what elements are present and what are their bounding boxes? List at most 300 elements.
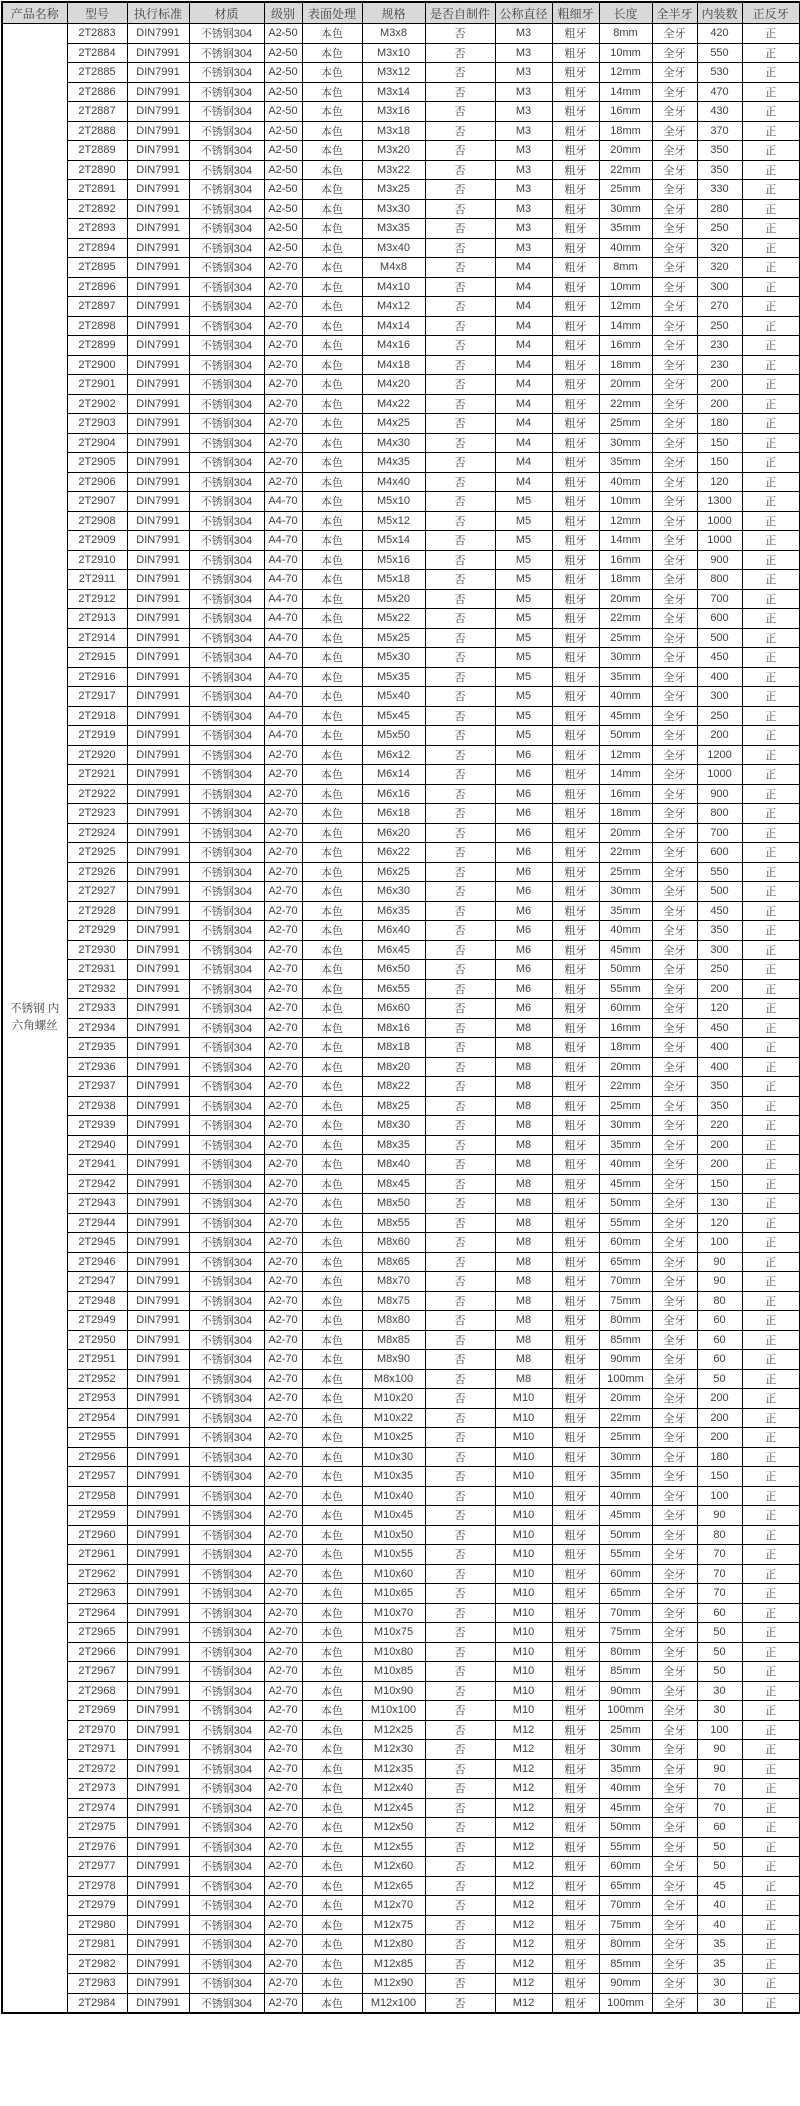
surface-finish-cell: 本色 — [302, 1447, 362, 1467]
thread-pitch-cell: 粗牙 — [552, 472, 599, 492]
grade-cell: A2-70 — [264, 1369, 302, 1389]
grade-cell: A2-70 — [264, 1077, 302, 1097]
length-cell: 30mm — [599, 433, 652, 453]
table-row — [2, 1662, 800, 1682]
table-row — [2, 43, 800, 63]
thread-coverage-cell: 全牙 — [652, 1486, 697, 1506]
surface-finish-cell: 本色 — [302, 960, 362, 980]
surface-finish-cell: 本色 — [302, 511, 362, 531]
header-thread-coverage: 全半牙 — [652, 2, 697, 24]
table-row — [2, 823, 800, 843]
self-made-cell: 否 — [425, 492, 495, 512]
thread-coverage-cell: 全牙 — [652, 1701, 697, 1721]
self-made-cell: 否 — [425, 1623, 495, 1643]
model-cell: 2T2937 — [67, 1077, 127, 1097]
thread-direction-cell: 正 — [742, 433, 800, 453]
nominal-diameter-cell: M3 — [495, 121, 552, 141]
thread-pitch-cell: 粗牙 — [552, 823, 599, 843]
thread-pitch-cell: 粗牙 — [552, 1974, 599, 1994]
grade-cell: A4-70 — [264, 589, 302, 609]
model-cell: 2T2890 — [67, 160, 127, 180]
thread-pitch-cell: 粗牙 — [552, 862, 599, 882]
self-made-cell: 否 — [425, 1584, 495, 1604]
table-row — [2, 1252, 800, 1272]
thread-direction-cell: 正 — [742, 1759, 800, 1779]
standard-cell: DIN7991 — [127, 1993, 189, 2013]
length-cell: 18mm — [599, 804, 652, 824]
standard-cell: DIN7991 — [127, 765, 189, 785]
material-cell: 不锈钢304 — [189, 492, 264, 512]
thread-coverage-cell: 全牙 — [652, 1311, 697, 1331]
thread-pitch-cell: 粗牙 — [552, 784, 599, 804]
thread-direction-cell: 正 — [742, 1525, 800, 1545]
surface-finish-cell: 本色 — [302, 1155, 362, 1175]
thread-direction-cell: 正 — [742, 1291, 800, 1311]
thread-coverage-cell: 全牙 — [652, 921, 697, 941]
thread-pitch-cell: 粗牙 — [552, 1252, 599, 1272]
thread-direction-cell: 正 — [742, 550, 800, 570]
pack-qty-cell: 50 — [697, 1642, 742, 1662]
length-cell: 30mm — [599, 1740, 652, 1760]
model-cell: 2T2947 — [67, 1272, 127, 1292]
thread-coverage-cell: 全牙 — [652, 414, 697, 434]
material-cell: 不锈钢304 — [189, 258, 264, 278]
table-row — [2, 531, 800, 551]
standard-cell: DIN7991 — [127, 1584, 189, 1604]
length-cell: 30mm — [599, 199, 652, 219]
spec-cell: M4x16 — [362, 336, 425, 356]
self-made-cell: 否 — [425, 1564, 495, 1584]
self-made-cell: 否 — [425, 1213, 495, 1233]
material-cell: 不锈钢304 — [189, 102, 264, 122]
standard-cell: DIN7991 — [127, 921, 189, 941]
standard-cell: DIN7991 — [127, 823, 189, 843]
model-cell: 2T2946 — [67, 1252, 127, 1272]
surface-finish-cell: 本色 — [302, 843, 362, 863]
nominal-diameter-cell: M6 — [495, 960, 552, 980]
grade-cell: A4-70 — [264, 609, 302, 629]
standard-cell: DIN7991 — [127, 862, 189, 882]
grade-cell: A4-70 — [264, 648, 302, 668]
thread-coverage-cell: 全牙 — [652, 1116, 697, 1136]
material-cell: 不锈钢304 — [189, 1350, 264, 1370]
pack-qty-cell: 370 — [697, 121, 742, 141]
material-cell: 不锈钢304 — [189, 1837, 264, 1857]
pack-qty-cell: 400 — [697, 1038, 742, 1058]
material-cell: 不锈钢304 — [189, 1233, 264, 1253]
surface-finish-cell: 本色 — [302, 628, 362, 648]
thread-coverage-cell: 全牙 — [652, 1974, 697, 1994]
material-cell: 不锈钢304 — [189, 336, 264, 356]
material-cell: 不锈钢304 — [189, 121, 264, 141]
self-made-cell: 否 — [425, 141, 495, 161]
table-row — [2, 472, 800, 492]
grade-cell: A2-70 — [264, 1623, 302, 1643]
material-cell: 不锈钢304 — [189, 687, 264, 707]
thread-pitch-cell: 粗牙 — [552, 1506, 599, 1526]
pack-qty-cell: 35 — [697, 1935, 742, 1955]
model-cell: 2T2948 — [67, 1291, 127, 1311]
grade-cell: A2-50 — [264, 199, 302, 219]
nominal-diameter-cell: M5 — [495, 648, 552, 668]
thread-pitch-cell: 粗牙 — [552, 1018, 599, 1038]
surface-finish-cell: 本色 — [302, 1720, 362, 1740]
thread-direction-cell: 正 — [742, 375, 800, 395]
self-made-cell: 否 — [425, 726, 495, 746]
length-cell: 90mm — [599, 1681, 652, 1701]
length-cell: 22mm — [599, 609, 652, 629]
nominal-diameter-cell: M12 — [495, 1896, 552, 1916]
model-cell: 2T2945 — [67, 1233, 127, 1253]
length-cell: 20mm — [599, 1389, 652, 1409]
pack-qty-cell: 100 — [697, 1486, 742, 1506]
material-cell: 不锈钢304 — [189, 316, 264, 336]
thread-direction-cell: 正 — [742, 1935, 800, 1955]
thread-pitch-cell: 粗牙 — [552, 1077, 599, 1097]
model-cell: 2T2949 — [67, 1311, 127, 1331]
length-cell: 25mm — [599, 1720, 652, 1740]
pack-qty-cell: 40 — [697, 1915, 742, 1935]
table-row — [2, 1467, 800, 1487]
length-cell: 10mm — [599, 43, 652, 63]
length-cell: 18mm — [599, 570, 652, 590]
self-made-cell: 否 — [425, 862, 495, 882]
pack-qty-cell: 60 — [697, 1350, 742, 1370]
thread-coverage-cell: 全牙 — [652, 882, 697, 902]
spec-cell: M6x12 — [362, 745, 425, 765]
thread-coverage-cell: 全牙 — [652, 609, 697, 629]
nominal-diameter-cell: M5 — [495, 628, 552, 648]
pack-qty-cell: 45 — [697, 1876, 742, 1896]
table-row — [2, 433, 800, 453]
length-cell: 50mm — [599, 726, 652, 746]
surface-finish-cell: 本色 — [302, 1740, 362, 1760]
thread-coverage-cell: 全牙 — [652, 550, 697, 570]
table-row — [2, 1350, 800, 1370]
thread-pitch-cell: 粗牙 — [552, 1603, 599, 1623]
model-cell: 2T2894 — [67, 238, 127, 258]
self-made-cell: 否 — [425, 628, 495, 648]
self-made-cell: 否 — [425, 121, 495, 141]
spec-cell: M5x45 — [362, 706, 425, 726]
thread-coverage-cell: 全牙 — [652, 1467, 697, 1487]
standard-cell: DIN7991 — [127, 1642, 189, 1662]
surface-finish-cell: 本色 — [302, 550, 362, 570]
spec-cell: M5x12 — [362, 511, 425, 531]
table-row — [2, 1233, 800, 1253]
spec-cell: M8x100 — [362, 1369, 425, 1389]
pack-qty-cell: 70 — [697, 1584, 742, 1604]
nominal-diameter-cell: M6 — [495, 999, 552, 1019]
nominal-diameter-cell: M12 — [495, 1798, 552, 1818]
standard-cell: DIN7991 — [127, 706, 189, 726]
nominal-diameter-cell: M3 — [495, 219, 552, 239]
thread-direction-cell: 正 — [742, 1311, 800, 1331]
thread-direction-cell: 正 — [742, 1038, 800, 1058]
thread-coverage-cell: 全牙 — [652, 1447, 697, 1467]
standard-cell: DIN7991 — [127, 492, 189, 512]
table-row — [2, 1311, 800, 1331]
grade-cell: A4-70 — [264, 492, 302, 512]
thread-direction-cell: 正 — [742, 570, 800, 590]
thread-pitch-cell: 粗牙 — [552, 1428, 599, 1448]
self-made-cell: 否 — [425, 102, 495, 122]
thread-coverage-cell: 全牙 — [652, 355, 697, 375]
surface-finish-cell: 本色 — [302, 1486, 362, 1506]
surface-finish-cell: 本色 — [302, 1701, 362, 1721]
length-cell: 80mm — [599, 1935, 652, 1955]
material-cell: 不锈钢304 — [189, 765, 264, 785]
length-cell: 10mm — [599, 277, 652, 297]
standard-cell: DIN7991 — [127, 1057, 189, 1077]
thread-direction-cell: 正 — [742, 999, 800, 1019]
pack-qty-cell: 230 — [697, 355, 742, 375]
nominal-diameter-cell: M5 — [495, 550, 552, 570]
pack-qty-cell: 550 — [697, 43, 742, 63]
spec-cell: M6x25 — [362, 862, 425, 882]
thread-pitch-cell: 粗牙 — [552, 1564, 599, 1584]
thread-pitch-cell: 粗牙 — [552, 765, 599, 785]
spec-cell: M5x40 — [362, 687, 425, 707]
nominal-diameter-cell: M8 — [495, 1330, 552, 1350]
thread-direction-cell: 正 — [742, 862, 800, 882]
grade-cell: A2-50 — [264, 63, 302, 83]
pack-qty-cell: 200 — [697, 726, 742, 746]
material-cell: 不锈钢304 — [189, 1272, 264, 1292]
table-row — [2, 843, 800, 863]
spec-cell: M5x14 — [362, 531, 425, 551]
model-cell: 2T2899 — [67, 336, 127, 356]
material-cell: 不锈钢304 — [189, 1408, 264, 1428]
table-row — [2, 1174, 800, 1194]
surface-finish-cell: 本色 — [302, 609, 362, 629]
thread-pitch-cell: 粗牙 — [552, 901, 599, 921]
spec-cell: M6x20 — [362, 823, 425, 843]
thread-direction-cell: 正 — [742, 940, 800, 960]
thread-pitch-cell: 粗牙 — [552, 1993, 599, 2013]
thread-pitch-cell: 粗牙 — [552, 1876, 599, 1896]
length-cell: 12mm — [599, 63, 652, 83]
table-row — [2, 1486, 800, 1506]
pack-qty-cell: 270 — [697, 297, 742, 317]
length-cell: 18mm — [599, 1038, 652, 1058]
surface-finish-cell: 本色 — [302, 219, 362, 239]
grade-cell: A2-70 — [264, 355, 302, 375]
surface-finish-cell: 本色 — [302, 648, 362, 668]
spec-cell: M12x80 — [362, 1935, 425, 1955]
length-cell: 65mm — [599, 1876, 652, 1896]
model-cell: 2T2959 — [67, 1506, 127, 1526]
nominal-diameter-cell: M3 — [495, 82, 552, 102]
table-row — [2, 219, 800, 239]
spec-cell: M12x30 — [362, 1740, 425, 1760]
length-cell: 90mm — [599, 1350, 652, 1370]
grade-cell: A2-70 — [264, 1896, 302, 1916]
self-made-cell: 否 — [425, 1194, 495, 1214]
self-made-cell: 否 — [425, 297, 495, 317]
surface-finish-cell: 本色 — [302, 316, 362, 336]
thread-coverage-cell: 全牙 — [652, 394, 697, 414]
grade-cell: A2-70 — [264, 1915, 302, 1935]
model-cell: 2T2886 — [67, 82, 127, 102]
surface-finish-cell: 本色 — [302, 745, 362, 765]
thread-pitch-cell: 粗牙 — [552, 550, 599, 570]
grade-cell: A2-70 — [264, 1545, 302, 1565]
table-row — [2, 706, 800, 726]
model-cell: 2T2954 — [67, 1408, 127, 1428]
standard-cell: DIN7991 — [127, 1311, 189, 1331]
standard-cell: DIN7991 — [127, 1506, 189, 1526]
self-made-cell: 否 — [425, 1428, 495, 1448]
surface-finish-cell: 本色 — [302, 1116, 362, 1136]
thread-coverage-cell: 全牙 — [652, 121, 697, 141]
thread-direction-cell: 正 — [742, 882, 800, 902]
product-name-cell: 不锈钢 内六角螺丝 — [2, 24, 67, 2014]
thread-direction-cell: 正 — [742, 258, 800, 278]
material-cell: 不锈钢304 — [189, 63, 264, 83]
table-row — [2, 901, 800, 921]
spec-cell: M10x40 — [362, 1486, 425, 1506]
pack-qty-cell: 60 — [697, 1818, 742, 1838]
self-made-cell: 否 — [425, 82, 495, 102]
nominal-diameter-cell: M10 — [495, 1506, 552, 1526]
length-cell: 18mm — [599, 121, 652, 141]
thread-direction-cell: 正 — [742, 1116, 800, 1136]
grade-cell: A4-70 — [264, 531, 302, 551]
table-row — [2, 1330, 800, 1350]
spec-cell: M10x65 — [362, 1584, 425, 1604]
grade-cell: A2-70 — [264, 1272, 302, 1292]
length-cell: 20mm — [599, 823, 652, 843]
material-cell: 不锈钢304 — [189, 843, 264, 863]
nominal-diameter-cell: M8 — [495, 1311, 552, 1331]
material-cell: 不锈钢304 — [189, 1135, 264, 1155]
self-made-cell: 否 — [425, 355, 495, 375]
header-standard: 执行标准 — [127, 2, 189, 24]
length-cell: 35mm — [599, 1135, 652, 1155]
material-cell: 不锈钢304 — [189, 1213, 264, 1233]
thread-coverage-cell: 全牙 — [652, 745, 697, 765]
surface-finish-cell: 本色 — [302, 1057, 362, 1077]
material-cell: 不锈钢304 — [189, 1935, 264, 1955]
thread-pitch-cell: 粗牙 — [552, 394, 599, 414]
thread-direction-cell: 正 — [742, 1857, 800, 1877]
self-made-cell: 否 — [425, 1662, 495, 1682]
pack-qty-cell: 320 — [697, 258, 742, 278]
table-row — [2, 1389, 800, 1409]
length-cell: 20mm — [599, 141, 652, 161]
length-cell: 30mm — [599, 648, 652, 668]
thread-direction-cell: 正 — [742, 843, 800, 863]
thread-coverage-cell: 全牙 — [652, 1233, 697, 1253]
table-row — [2, 1096, 800, 1116]
spec-cell: M10x85 — [362, 1662, 425, 1682]
standard-cell: DIN7991 — [127, 511, 189, 531]
table-row — [2, 1213, 800, 1233]
surface-finish-cell: 本色 — [302, 1194, 362, 1214]
thread-pitch-cell: 粗牙 — [552, 1896, 599, 1916]
spec-cell: M10x22 — [362, 1408, 425, 1428]
thread-direction-cell: 正 — [742, 511, 800, 531]
self-made-cell: 否 — [425, 1116, 495, 1136]
nominal-diameter-cell: M12 — [495, 1837, 552, 1857]
thread-coverage-cell: 全牙 — [652, 1252, 697, 1272]
thread-pitch-cell: 粗牙 — [552, 1954, 599, 1974]
self-made-cell: 否 — [425, 1096, 495, 1116]
model-cell: 2T2983 — [67, 1974, 127, 1994]
thread-pitch-cell: 粗牙 — [552, 531, 599, 551]
grade-cell: A2-70 — [264, 375, 302, 395]
surface-finish-cell: 本色 — [302, 1525, 362, 1545]
material-cell: 不锈钢304 — [189, 940, 264, 960]
surface-finish-cell: 本色 — [302, 1642, 362, 1662]
thread-coverage-cell: 全牙 — [652, 1389, 697, 1409]
table-row — [2, 1681, 800, 1701]
thread-coverage-cell: 全牙 — [652, 1077, 697, 1097]
standard-cell: DIN7991 — [127, 609, 189, 629]
length-cell: 60mm — [599, 1564, 652, 1584]
grade-cell: A2-70 — [264, 1740, 302, 1760]
grade-cell: A2-50 — [264, 180, 302, 200]
model-cell: 2T2940 — [67, 1135, 127, 1155]
grade-cell: A2-70 — [264, 1584, 302, 1604]
header-thread-pitch: 粗细牙 — [552, 2, 599, 24]
material-cell: 不锈钢304 — [189, 1018, 264, 1038]
nominal-diameter-cell: M12 — [495, 1779, 552, 1799]
thread-coverage-cell: 全牙 — [652, 316, 697, 336]
model-cell: 2T2913 — [67, 609, 127, 629]
standard-cell: DIN7991 — [127, 1077, 189, 1097]
spec-cell: M10x30 — [362, 1447, 425, 1467]
thread-coverage-cell: 全牙 — [652, 219, 697, 239]
spec-cell: M5x20 — [362, 589, 425, 609]
length-cell: 25mm — [599, 628, 652, 648]
spec-cell: M5x35 — [362, 667, 425, 687]
surface-finish-cell: 本色 — [302, 121, 362, 141]
table-row — [2, 979, 800, 999]
surface-finish-cell: 本色 — [302, 1018, 362, 1038]
standard-cell: DIN7991 — [127, 1447, 189, 1467]
grade-cell: A2-70 — [264, 1603, 302, 1623]
model-cell: 2T2980 — [67, 1915, 127, 1935]
model-cell: 2T2900 — [67, 355, 127, 375]
length-cell: 85mm — [599, 1662, 652, 1682]
spec-cell: M12x85 — [362, 1954, 425, 1974]
self-made-cell: 否 — [425, 940, 495, 960]
standard-cell: DIN7991 — [127, 1857, 189, 1877]
grade-cell: A2-70 — [264, 414, 302, 434]
model-cell: 2T2920 — [67, 745, 127, 765]
thread-coverage-cell: 全牙 — [652, 1096, 697, 1116]
thread-coverage-cell: 全牙 — [652, 1876, 697, 1896]
thread-direction-cell: 正 — [742, 1681, 800, 1701]
pack-qty-cell: 100 — [697, 1720, 742, 1740]
spec-cell: M10x50 — [362, 1525, 425, 1545]
grade-cell: A4-70 — [264, 511, 302, 531]
pack-qty-cell: 800 — [697, 570, 742, 590]
model-cell: 2T2930 — [67, 940, 127, 960]
nominal-diameter-cell: M4 — [495, 394, 552, 414]
nominal-diameter-cell: M4 — [495, 414, 552, 434]
grade-cell: A2-70 — [264, 1974, 302, 1994]
header-spec: 规格 — [362, 2, 425, 24]
nominal-diameter-cell: M10 — [495, 1701, 552, 1721]
model-cell: 2T2973 — [67, 1779, 127, 1799]
standard-cell: DIN7991 — [127, 102, 189, 122]
grade-cell: A2-50 — [264, 43, 302, 63]
pack-qty-cell: 350 — [697, 921, 742, 941]
table-row — [2, 1584, 800, 1604]
